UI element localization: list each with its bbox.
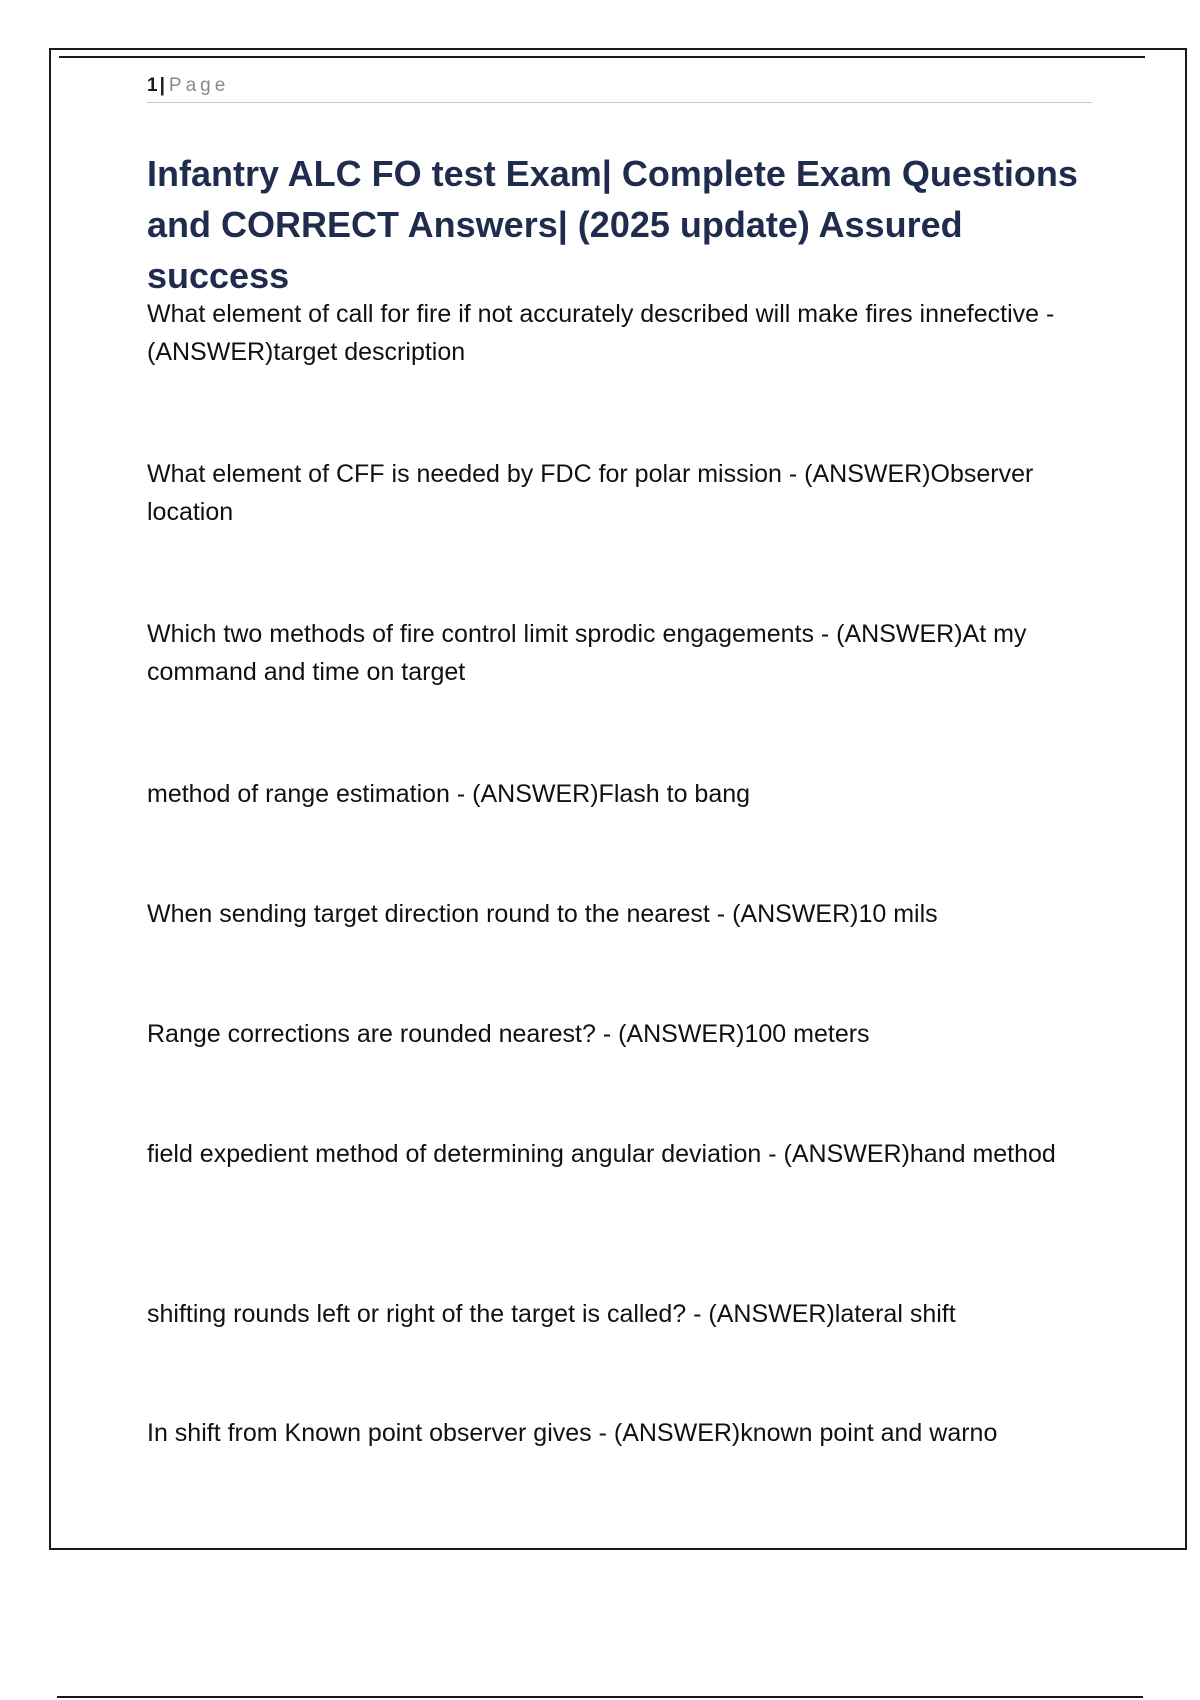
page-separator: | xyxy=(159,75,165,96)
qa-item: What element of call for fire if not accurately described will make fires innefective - (ANSWER)target description xyxy=(147,300,1055,366)
page-header xyxy=(147,74,1092,103)
document-title: Infantry ALC FO test Exam| Complete Exam Questions and CORRECT Answers| (2025 update) Assured success xyxy=(147,153,1078,296)
qa-item: Which two methods of fire control limit sprodic engagements - (ANSWER)At my command and time on target xyxy=(147,620,1027,686)
qa-item: Range corrections are rounded nearest? - (ANSWER)100 meters xyxy=(147,1020,870,1048)
page-number: 1 xyxy=(147,75,158,96)
qa-item: method of range estimation - (ANSWER)Flash to bang xyxy=(147,780,751,808)
top-rule xyxy=(59,56,1145,58)
bottom-rule xyxy=(57,1696,1143,1698)
page-frame xyxy=(49,48,1187,1550)
qa-item: What element of CFF is needed by FDC for polar mission - (ANSWER)Observer location xyxy=(147,460,1034,526)
qa-item: field expedient method of determining angular deviation - (ANSWER)hand method xyxy=(147,1140,1056,1168)
page-label: Page xyxy=(168,75,230,96)
qa-item: In shift from Known point observer gives - (ANSWER)known point and warno xyxy=(147,1419,998,1447)
qa-item: shifting rounds left or right of the target is called? - (ANSWER)lateral shift xyxy=(147,1300,956,1328)
qa-item: When sending target direction round to the nearest - (ANSWER)10 mils xyxy=(147,900,938,928)
